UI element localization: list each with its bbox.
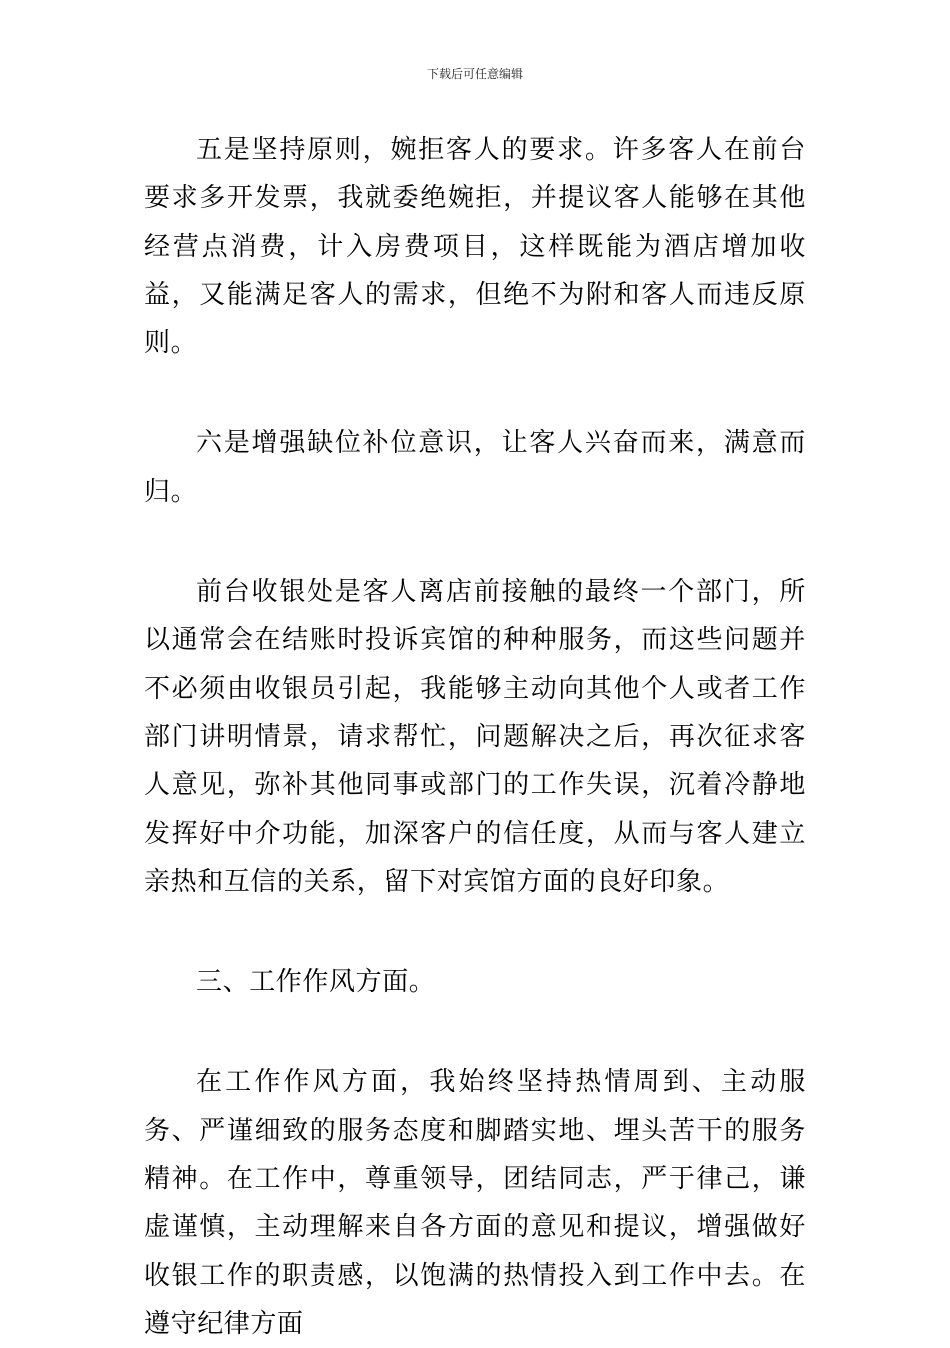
paragraph-fill-in-awareness: 六是增强缺位补位意识，让客人兴奋而来，满意而归。 [144,428,806,507]
paragraph-work-style: 在工作作风方面，我始终坚持热情周到、主动服务、严谨细致的服务态度和脚踏实地、埋头苦干的服务精神。在工作中，尊重领导，团结同志，严于律己，谦虚谨慎，主动理解来自各方面的意见和提议，增强做好收银工作的职责感，以饱满的热情投入到工作中去。在遵守纪律方面 [144,1067,806,1339]
document-body [144,126,806,1348]
header-note: 下载后可任意编辑 [426,67,523,81]
section-heading-work-style: 三、工作作风方面。 [196,967,436,998]
paragraph-principles: 五是坚持原则，婉拒客人的要求。许多客人在前台要求多开发票，我就委绝婉拒，并提议客人能够在其他经营点消费，计入房费项目，这样既能为酒店增加收益，又能满足客人的需求，但绝不为附和客人而违反原则。 [144,135,806,359]
paragraph-front-desk-cashier: 前台收银处是客人离店前接触的最终一个部门，所以通常会在结账时投诉宾馆的种种服务，而这些问题并不必须由收银员引起，我能够主动向其他个人或者工作部门讲明情景，请求帮忙，问题解决之后，再次征求客人意见，弥补其他同事或部门的工作失误，沉着冷静地发挥好中介功能，加深客户的信任度，从而与客人建立亲热和互信的关系，留下对宾馆方面的良好印象。 [144,577,806,897]
